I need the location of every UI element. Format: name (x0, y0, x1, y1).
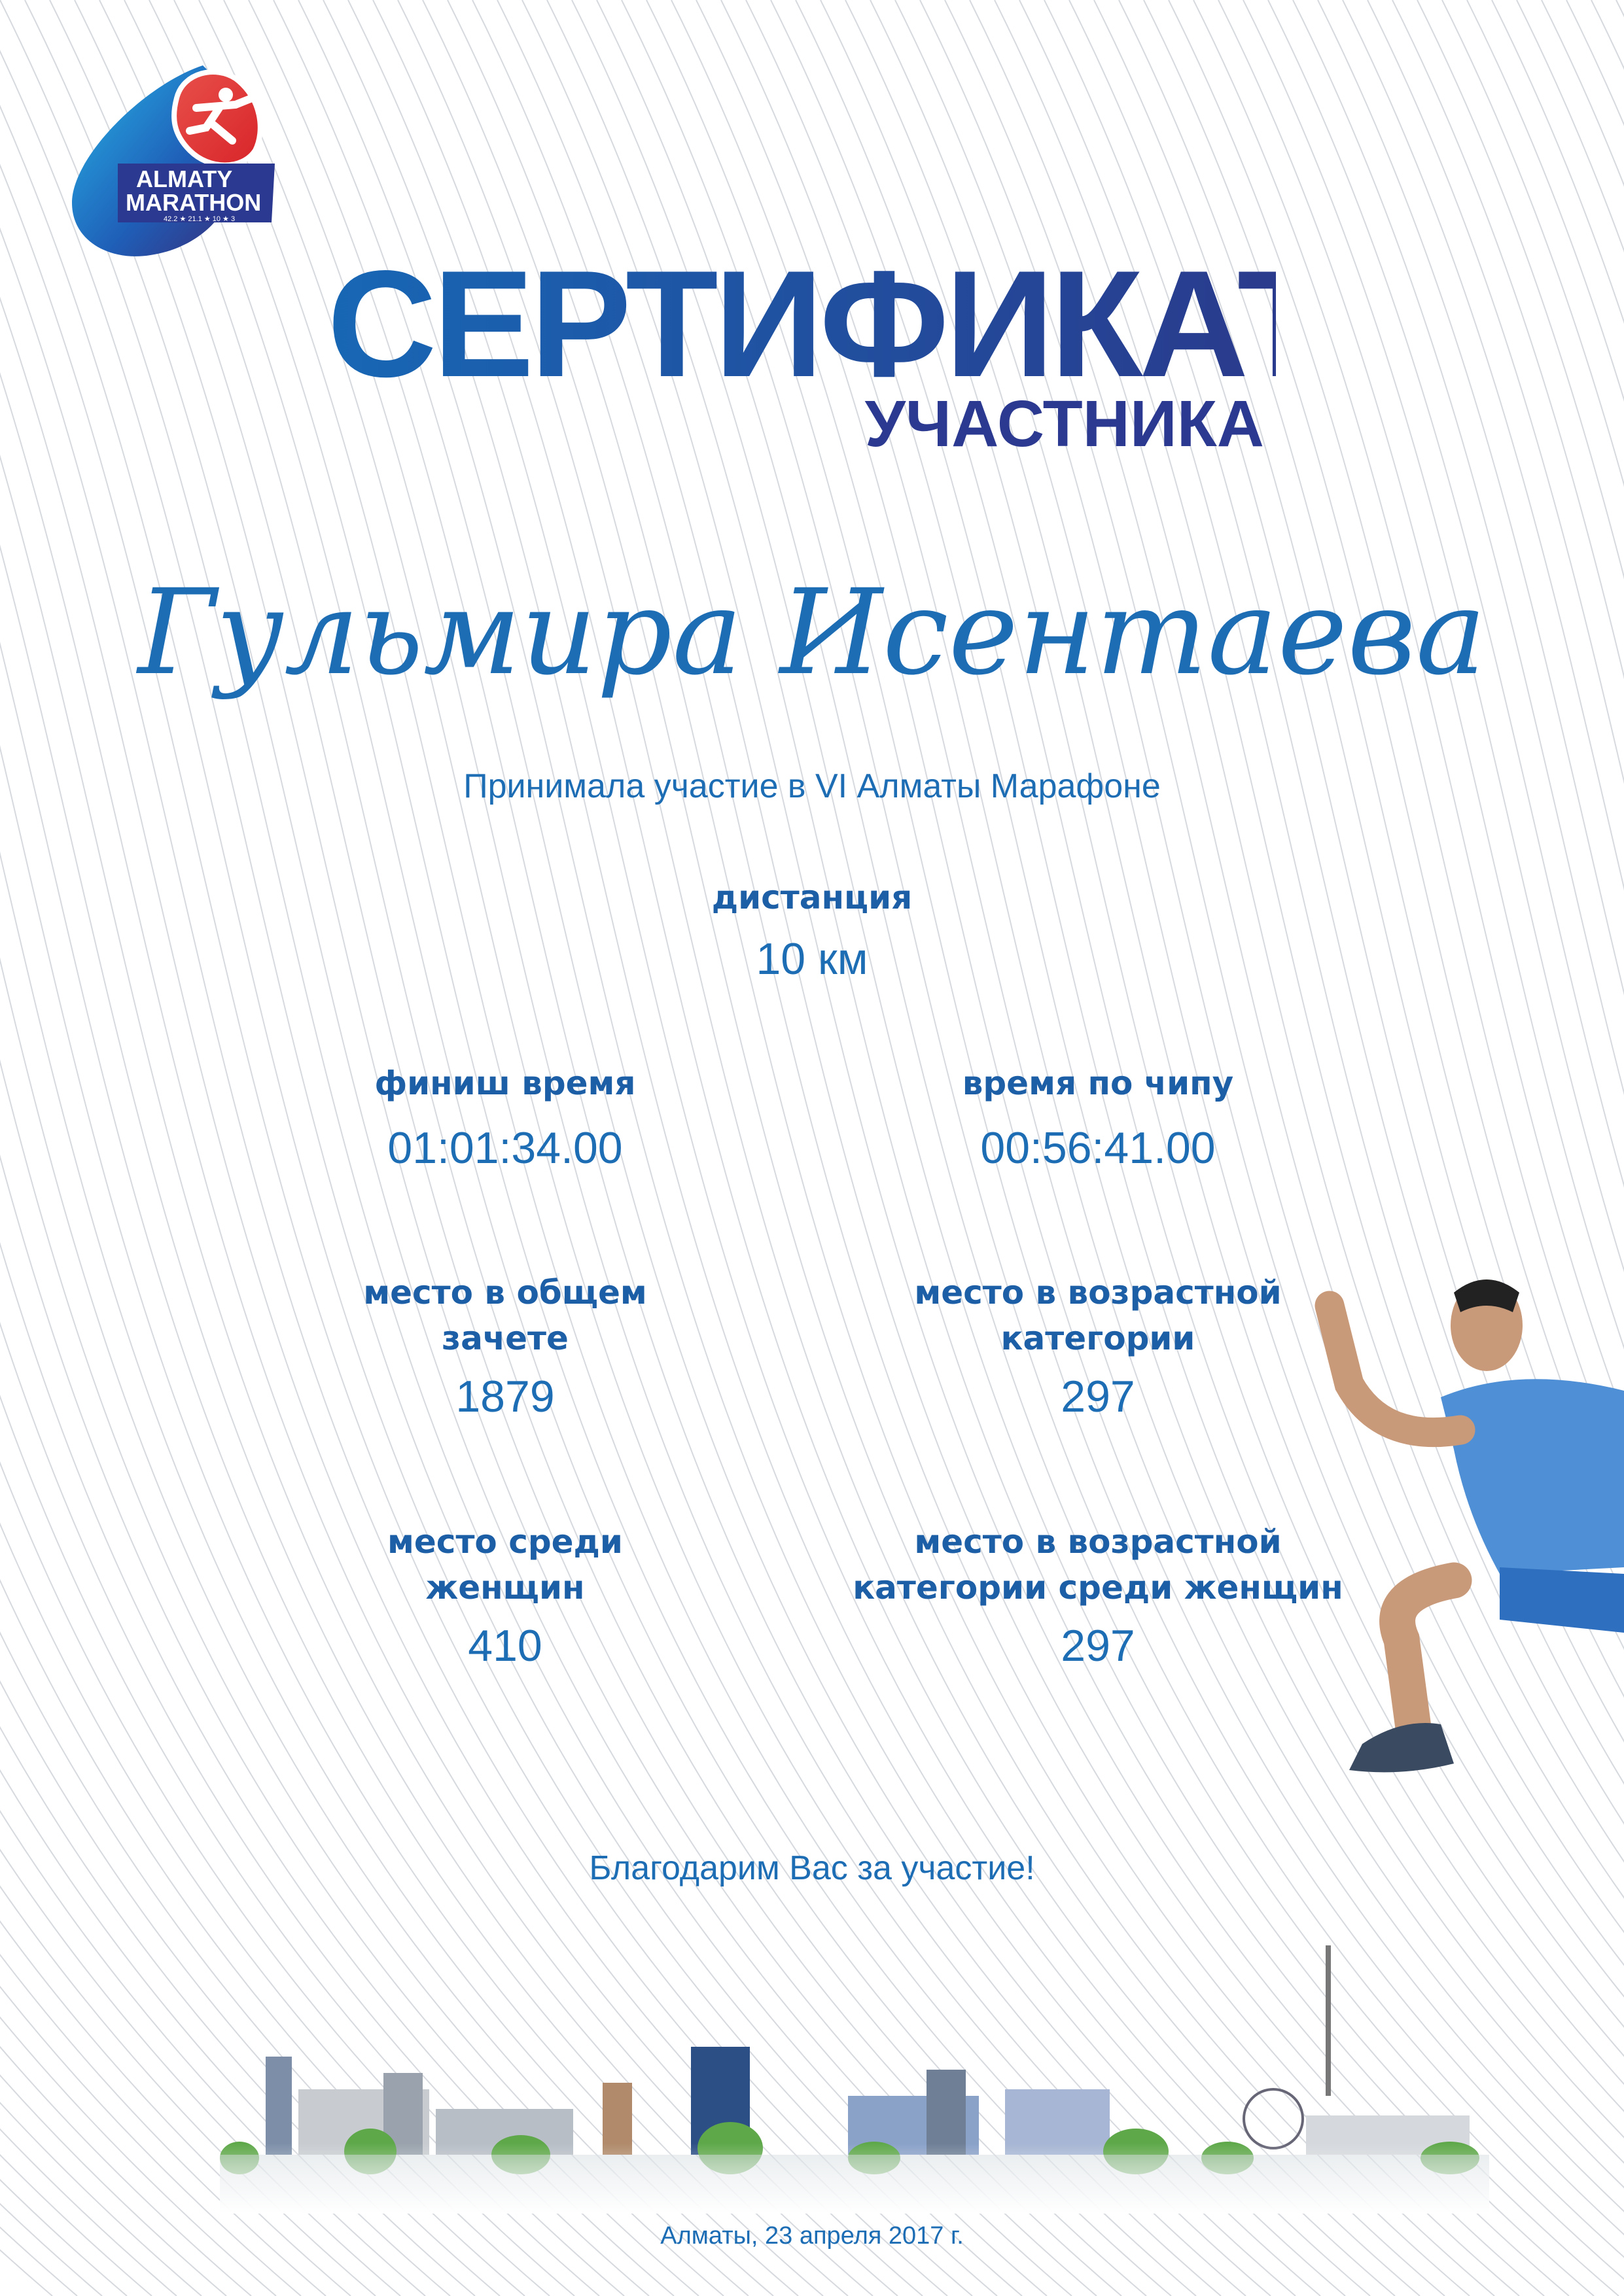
certificate-date: Алматы, 23 апреля 2017 г. (660, 2222, 964, 2250)
participant-name: Гульмира Исентаева (137, 565, 1487, 701)
background-line (1566, 0, 1624, 2296)
background-line (1517, 0, 1624, 2296)
logo-text-marathon: MARATHON (126, 189, 262, 216)
background-line (0, 0, 177, 2296)
age-place-label-2: категории (1000, 1319, 1195, 1357)
chip-time-label: время по чипу (962, 1064, 1234, 1102)
overall-place-label: место в общем (363, 1274, 647, 1312)
distance-value: 10 км (756, 934, 868, 984)
finish-time-label: финиш время (374, 1064, 636, 1102)
age-place-value: 297 (1061, 1372, 1135, 1421)
age-women-place-label: место в возрастной (914, 1523, 1282, 1561)
almaty-marathon-logo (65, 59, 281, 262)
women-place-label: место среди (387, 1523, 623, 1561)
overall-place-value: 1879 (455, 1372, 555, 1421)
finish-time-value: 01:01:34.00 (387, 1123, 623, 1173)
participation-text: Принимала участие в VI Алматы Марафоне (463, 767, 1161, 805)
background-line (1591, 0, 1624, 2296)
age-women-place-label-2: категории среди женщин (853, 1569, 1343, 1607)
age-women-place-value: 297 (1061, 1621, 1135, 1671)
logo-distances: 42.2 ★ 21.1 ★ 10 ★ 3 (164, 215, 236, 223)
almaty-skyline-illustration (220, 1932, 1489, 2214)
thanks-text: Благодарим Вас за участие! (589, 1849, 1035, 1887)
certificate-title: СЕРТИФИКАТ (327, 239, 1326, 409)
chip-time-value: 00:56:41.00 (980, 1123, 1216, 1173)
logo-text-almaty: ALMATY (136, 165, 233, 192)
background-line (0, 0, 226, 2296)
background-line (1492, 0, 1624, 2296)
certificate-subtitle: УЧАСТНИКА (864, 387, 1264, 461)
distance-label: дистанция (711, 878, 913, 916)
background-line (1542, 0, 1624, 2296)
background-line (0, 0, 52, 2296)
background-line (0, 0, 127, 2296)
runner-illustration (1303, 1266, 1624, 1790)
overall-place-label-2: зачете (442, 1319, 569, 1357)
background-line (1467, 0, 1624, 2296)
age-place-label: место в возрастной (914, 1274, 1282, 1312)
women-place-label-2: женщин (425, 1569, 585, 1607)
background-line (1616, 0, 1624, 2296)
women-place-value: 410 (468, 1621, 542, 1671)
